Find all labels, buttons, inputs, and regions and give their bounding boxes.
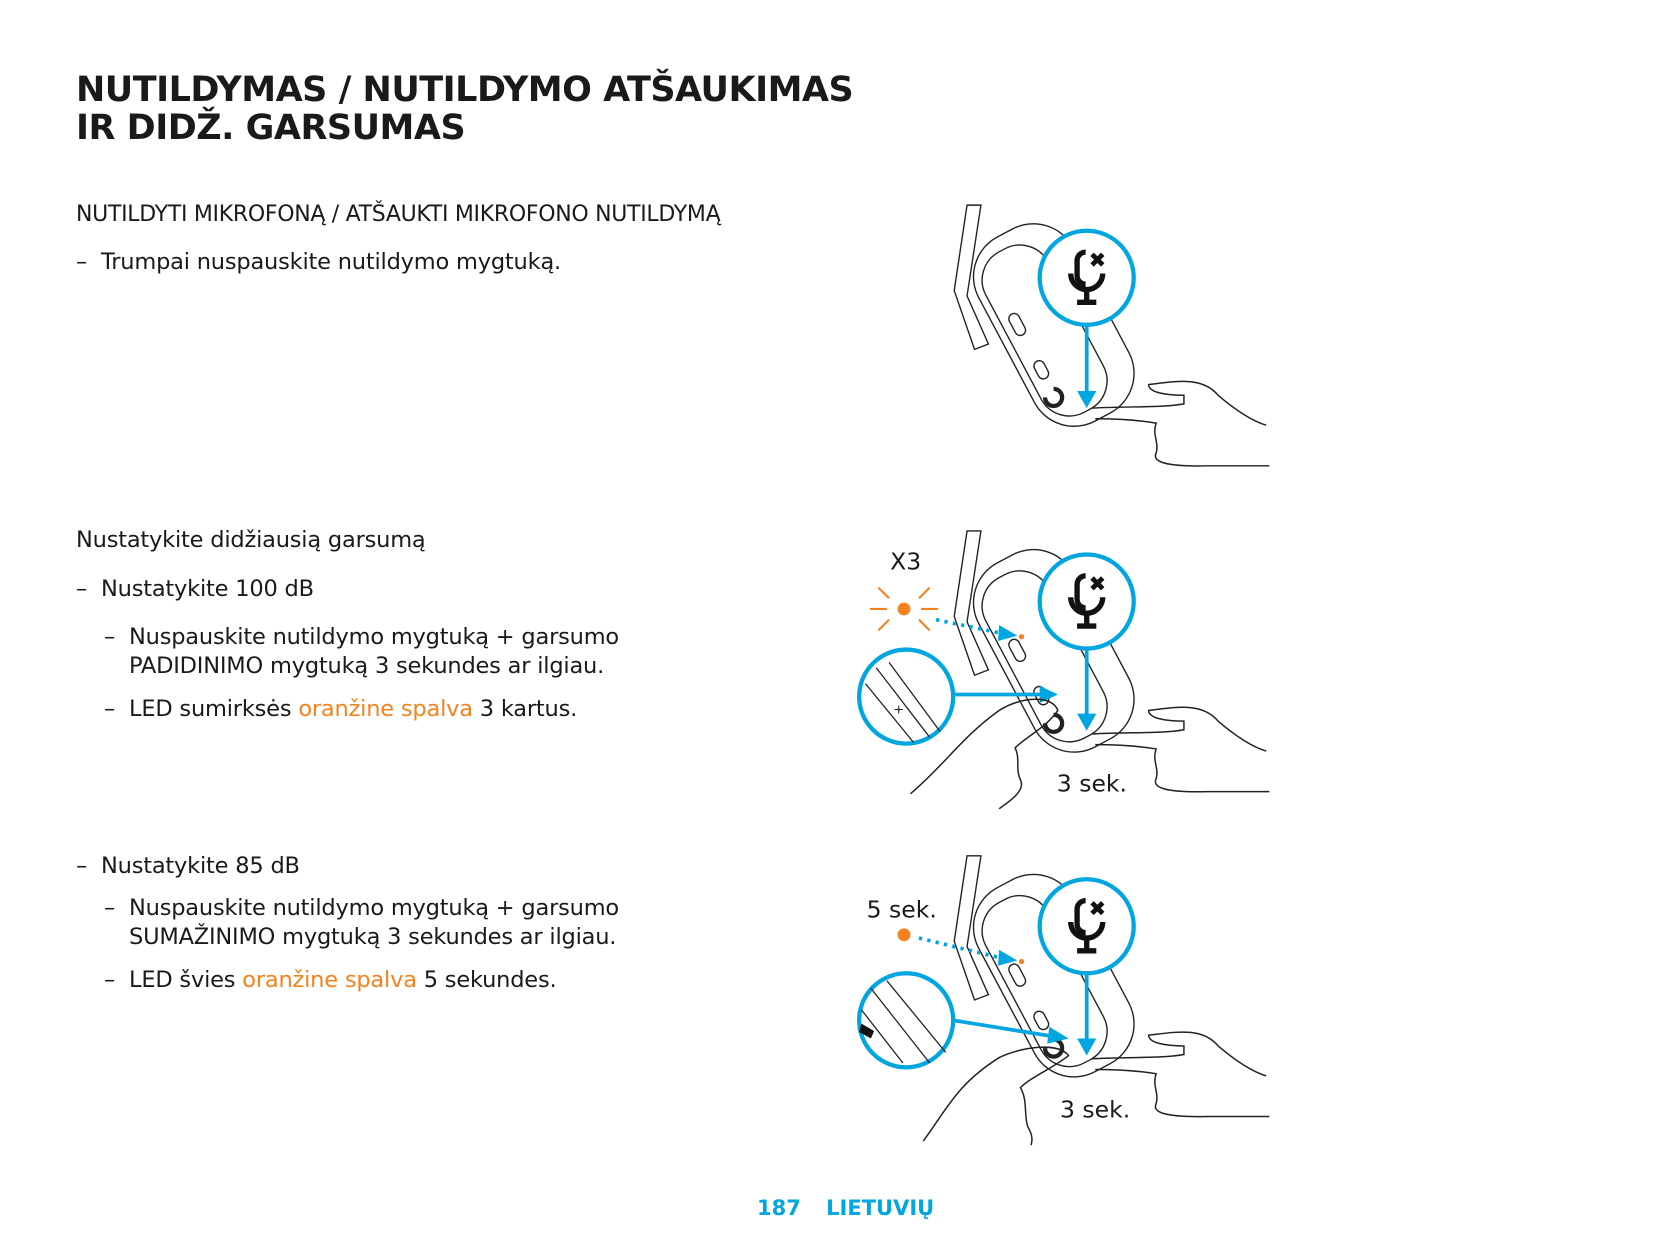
step-text: Trumpai nuspauskite nutildymo mygtuką.: [101, 249, 561, 275]
step-text: SUMAŽINIMO mygtuką 3 sekundes ar ilgiau.: [129, 924, 617, 950]
step-text: LED sumirksės: [129, 696, 299, 722]
figure-100db: [859, 531, 1269, 809]
dash: –: [104, 624, 116, 650]
blink-count-label: X3: [890, 547, 922, 576]
dash: –: [104, 895, 116, 921]
dash: –: [104, 967, 116, 993]
figure-85db: [859, 856, 1269, 1146]
step-text: Nustatykite 85 dB: [101, 853, 300, 879]
mute-heading: NUTILDYTI MIKROFONĄ / ATŠAUKTI MIKROFONO NUTILDYMĄ: [76, 202, 721, 227]
title-line-1: NUTILDYMAS / NUTILDYMO ATŠAUKIMAS: [76, 70, 854, 110]
volume-heading: Nustatykite didžiausią garsumą: [76, 527, 426, 553]
hold-duration-label: 3 sek.: [1059, 1095, 1131, 1124]
svg-text:+: +: [893, 702, 905, 718]
led-color-text: oranžine spalva: [242, 967, 417, 993]
step-text: PADIDINIMO mygtuką 3 sekundes ar ilgiau.: [129, 653, 605, 679]
dash: –: [76, 576, 88, 602]
figure-mute: [954, 205, 1269, 466]
led-blink-icon: [870, 588, 938, 631]
language-label: LIETUVIŲ: [826, 1196, 935, 1220]
page-number: 187: [757, 1196, 801, 1220]
dash: –: [104, 696, 116, 722]
step-text: 3 kartus.: [472, 696, 578, 722]
led-duration-label: 5 sek.: [866, 895, 937, 924]
volume-down-zoom: [859, 973, 953, 1067]
hold-duration-label: 3 sek.: [1056, 769, 1127, 798]
step-text: Nustatykite 100 dB: [101, 576, 314, 602]
led-color-text: oranžine spalva: [298, 696, 473, 722]
step-text: Nuspauskite nutildymo mygtuką + garsumo: [129, 624, 620, 650]
dash: –: [76, 249, 88, 275]
step-text: LED švies: [129, 967, 243, 993]
led-icon: [898, 928, 911, 941]
title-line-2: IR DIDŽ. GARSUMAS: [76, 108, 466, 148]
step-text: Nuspauskite nutildymo mygtuką + garsumo: [129, 895, 620, 921]
dash: –: [76, 853, 88, 879]
step-text: 5 sekundes.: [416, 967, 557, 993]
